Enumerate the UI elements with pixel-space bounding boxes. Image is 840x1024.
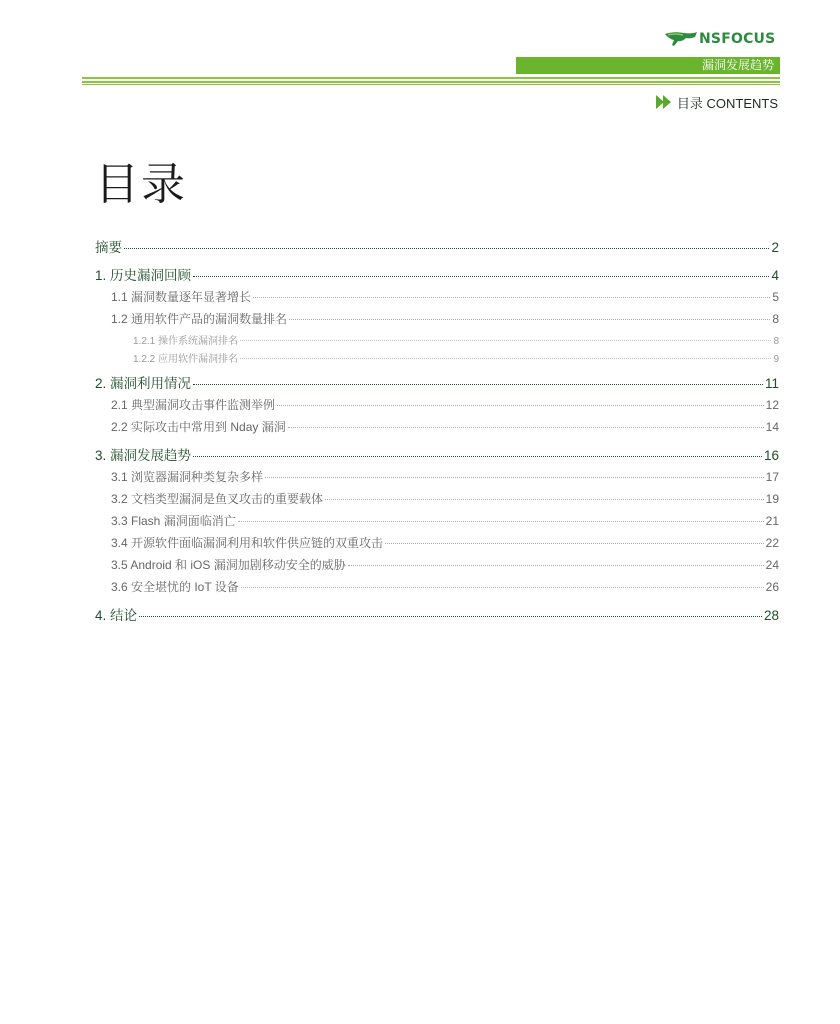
table-of-contents [95, 236, 779, 628]
toc-entry-label: 1.2.1 操作系统漏洞排名 [133, 336, 239, 347]
toc-entry[interactable] [95, 578, 779, 600]
leopard-logo-icon [664, 30, 698, 48]
double-arrow-icon [656, 95, 671, 109]
toc-page-number: 16 [763, 448, 779, 463]
toc-page-number: 19 [765, 492, 779, 506]
toc-entry-label: 2.1 典型漏洞攻击事件监测举例 [111, 398, 276, 412]
toc-dot-leader [238, 521, 764, 522]
toc-entry[interactable] [95, 600, 779, 628]
toc-page-number: 22 [765, 536, 779, 550]
toc-entry-label: 3.1 浏览器漏洞种类复杂多样 [111, 470, 264, 484]
toc-entry[interactable] [95, 260, 779, 288]
toc-dot-leader [289, 319, 770, 320]
toc-entry-label: 3.5 Android 和 iOS 漏洞加剧移动安全的威胁 [111, 558, 346, 572]
toc-entry[interactable] [95, 288, 779, 310]
toc-page-number: 5 [772, 290, 779, 304]
toc-dot-leader [265, 477, 764, 478]
toc-page-number: 2 [771, 240, 779, 255]
toc-dot-leader [240, 358, 771, 359]
toc-page-number: 24 [765, 558, 779, 572]
header-rule [82, 77, 780, 79]
toc-entry-label: 1.2 通用软件产品的漏洞数量排名 [111, 312, 288, 326]
toc-dot-leader [325, 499, 764, 500]
nsfocus-logo [664, 29, 780, 49]
toc-page-number: 28 [763, 608, 779, 623]
toc-entry-label: 3.4 开源软件面临漏洞利用和软件供应链的双重攻击 [111, 536, 384, 550]
toc-dot-leader [139, 616, 762, 617]
toc-page-number: 8 [772, 312, 779, 326]
toc-entry-label: 1.2.2 应用软件漏洞排名 [133, 354, 239, 365]
toc-dot-leader [385, 543, 764, 544]
toc-dot-leader [241, 587, 764, 588]
toc-entry-label: 1.1 漏洞数量逐年显著增长 [111, 290, 252, 304]
header-rule [82, 84, 780, 85]
toc-entry[interactable] [95, 556, 779, 578]
toc-dot-leader [193, 384, 763, 385]
toc-entry-label: 3.2 文档类型漏洞是鱼叉攻击的重要载体 [111, 492, 324, 506]
toc-page-number: 12 [765, 398, 779, 412]
toc-dot-leader [288, 427, 764, 428]
toc-page-number: 26 [765, 580, 779, 594]
toc-entry-label: 2.2 实际攻击中常用到 Nday 漏洞 [111, 420, 286, 434]
toc-dot-leader [193, 276, 769, 277]
toc-entry[interactable] [95, 418, 779, 440]
toc-entry-label: 3. 漏洞发展趋势 [95, 448, 192, 463]
toc-dot-leader [193, 456, 762, 457]
toc-entry[interactable] [95, 534, 779, 556]
toc-entry[interactable] [95, 236, 779, 260]
toc-entry[interactable] [95, 440, 779, 468]
page-title: 目录 [95, 160, 187, 209]
toc-page-number: 17 [765, 470, 779, 484]
contents-tag [656, 94, 778, 110]
toc-dot-leader [240, 340, 771, 341]
header-rule [82, 81, 780, 83]
toc-entry-label: 摘要 [95, 240, 122, 255]
toc-entry-label: 1. 历史漏洞回顾 [95, 268, 192, 283]
toc-entry[interactable] [95, 310, 779, 332]
section-title-bar: 漏洞发展趋势 [516, 57, 780, 74]
toc-entry[interactable] [95, 396, 779, 418]
toc-entry[interactable] [95, 368, 779, 396]
toc-entry-label: 3.3 Flash 漏洞面临消亡 [111, 514, 236, 528]
toc-dot-leader [348, 565, 764, 566]
toc-page-number: 8 [773, 336, 779, 347]
toc-page-number: 9 [773, 354, 779, 365]
toc-entry[interactable] [95, 332, 779, 350]
toc-page-number: 21 [765, 514, 779, 528]
toc-entry[interactable] [95, 512, 779, 534]
toc-entry-label: 4. 结论 [95, 608, 138, 623]
toc-dot-leader [124, 248, 769, 249]
toc-page-number: 11 [764, 376, 779, 391]
toc-entry-label: 2. 漏洞利用情况 [95, 376, 192, 391]
toc-dot-leader [253, 297, 770, 298]
toc-entry[interactable] [95, 350, 779, 368]
toc-dot-leader [277, 405, 764, 406]
toc-page-number: 4 [771, 268, 779, 283]
toc-entry-label: 3.6 安全堪忧的 IoT 设备 [111, 580, 239, 594]
contents-label: 目录 CONTENTS [676, 95, 778, 111]
logo-text: NSFOCUS [699, 31, 776, 47]
toc-entry[interactable] [95, 468, 779, 490]
toc-entry[interactable] [95, 490, 779, 512]
toc-page-number: 14 [765, 420, 779, 434]
